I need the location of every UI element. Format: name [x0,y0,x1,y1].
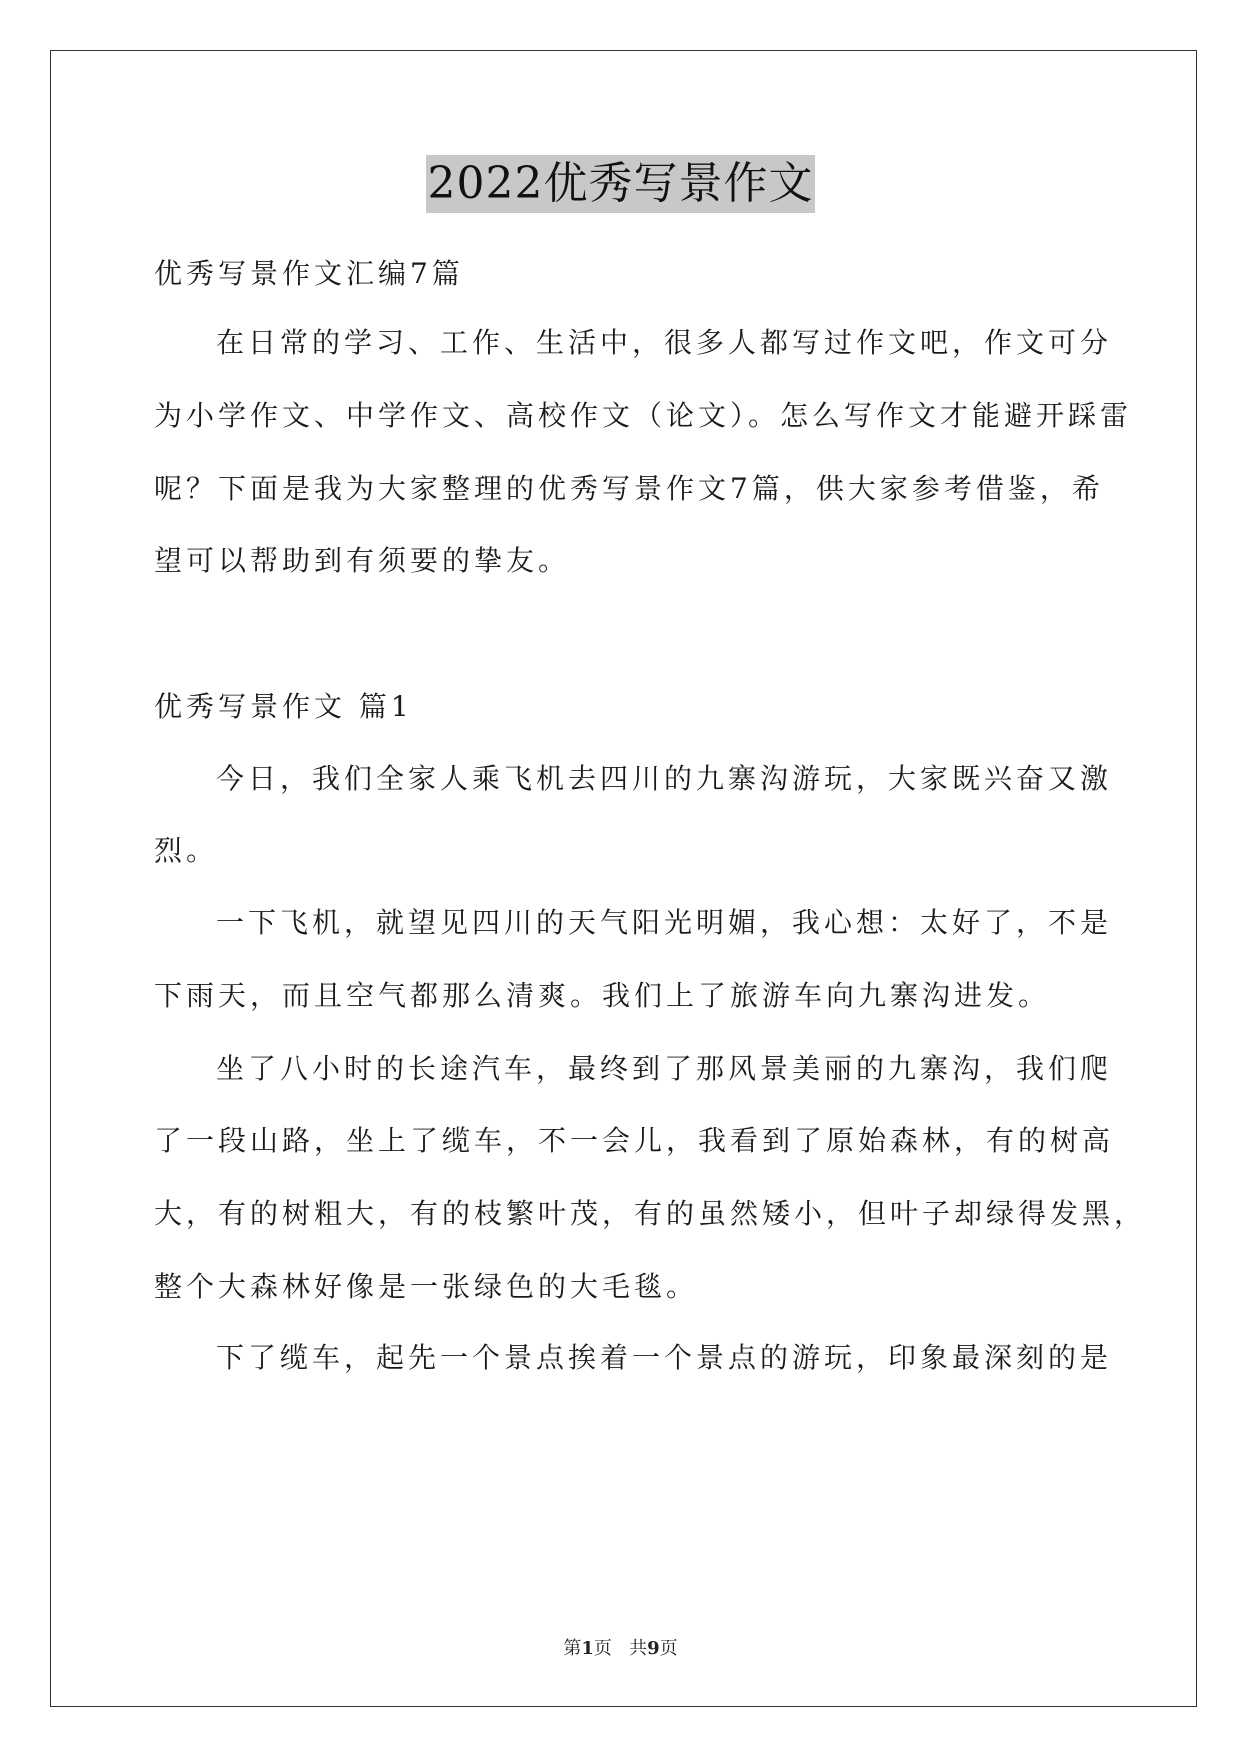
total-pages: 9 [647,1638,660,1659]
section-line: 了一段山路，坐上了缆车，不一会儿，我看到了原始森林，有的树高 [154,1124,1115,1157]
document-title: 2022优秀写景作文 [426,155,816,213]
section-heading: 优秀写景作文 篇1 [154,690,413,723]
section-line: 大，有的树粗大，有的枝繁叶茂，有的虽然矮小，但叶子却绿得发黑， [154,1197,1147,1230]
total-suffix: 页 [659,1638,678,1659]
section-line: 一下飞机，就望见四川的天气阳光明媚，我心想：太好了，不是 [216,906,1113,939]
page-border [50,50,1197,1707]
intro-line: 在日常的学习、工作、生活中，很多人都写过作文吧，作文可分 [216,326,1113,359]
section-line: 整个大森林好像是一张绿色的大毛毯。 [154,1270,699,1303]
page-number: 1 [581,1638,594,1659]
intro-line: 望可以帮助到有须要的挚友。 [154,544,571,577]
page-prefix: 第 [563,1638,582,1659]
section-line: 烈。 [154,834,219,867]
section-line: 下雨天，而且空气都那么清爽。我们上了旅游车向九寨沟进发。 [154,979,1051,1012]
section-line: 下了缆车，起先一个景点挨着一个景点的游玩，印象最深刻的是 [216,1341,1113,1374]
page-suffix: 页 [593,1638,612,1659]
subtitle: 优秀写景作文汇编7篇 [154,257,464,290]
page-footer [0,1637,1241,1661]
section-line: 今日，我们全家人乘飞机去四川的九寨沟游玩，大家既兴奋又激 [216,762,1113,795]
section-line: 坐了八小时的长途汽车，最终到了那风景美丽的九寨沟，我们爬 [216,1052,1113,1085]
total-prefix: 共 [629,1638,648,1659]
title-container [0,155,1241,213]
intro-line: 为小学作文、中学作文、高校作文（论文）。怎么写作文才能避开踩雷 [154,399,1133,432]
intro-line: 呢？下面是我为大家整理的优秀写景作文7篇，供大家参考借鉴，希 [154,472,1104,505]
